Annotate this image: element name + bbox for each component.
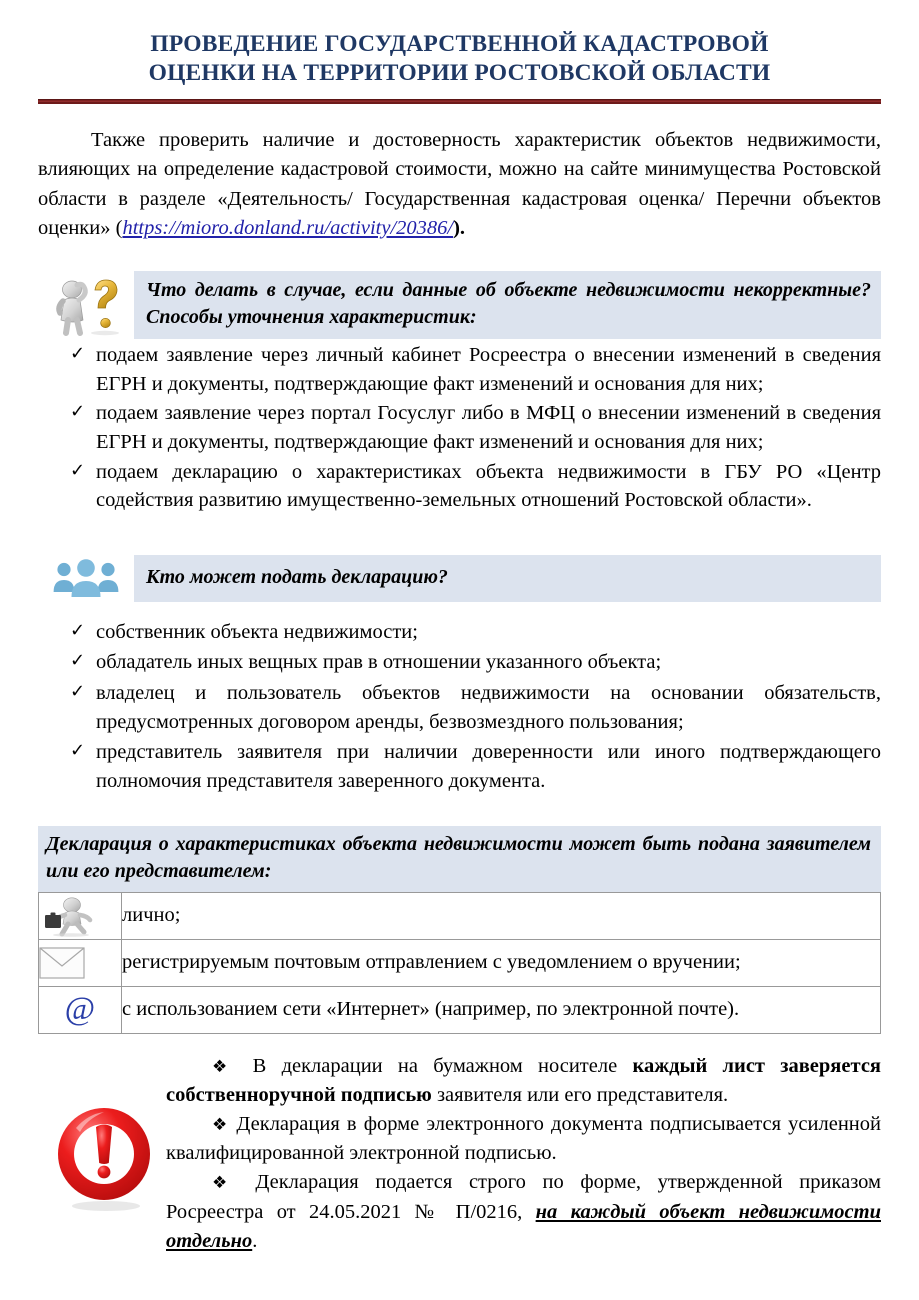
list-item-label: представитель заявителя при наличии доверенности или иного подтверждающего полномочия представителя заверенного документа. [96, 741, 881, 793]
important-notes-text [166, 1052, 881, 1256]
list-item [38, 648, 881, 677]
table-cell-text: регистрируемым почтовым отправлением с уведомлением о вручении; [122, 939, 881, 986]
check-icon: ✓ [70, 650, 86, 672]
check-icon: ✓ [70, 681, 86, 703]
diamond-bullet-icon: ❖ [212, 1173, 239, 1194]
list-item-label: собственник объекта недвижимости; [96, 620, 418, 643]
at-sign-glyph: @ [64, 991, 96, 1028]
title-divider [38, 98, 881, 105]
note-text-part: В декларации на бумажном носителе [252, 1054, 633, 1077]
envelope-icon [39, 939, 122, 986]
red-exclamation-icon [50, 1102, 162, 1214]
check-icon: ✓ [70, 342, 86, 364]
note-text-part: заявителя или его представителя. [431, 1084, 729, 1107]
note-paragraph [166, 1052, 881, 1110]
callout-incorrect-data [38, 271, 881, 339]
list-item [38, 341, 881, 398]
diamond-bullet-icon: ❖ [212, 1056, 238, 1077]
at-sign-icon [39, 986, 122, 1033]
check-icon: ✓ [70, 740, 86, 762]
table-row [39, 892, 881, 939]
check-icon: ✓ [70, 459, 86, 481]
mioro-activity-link[interactable]: https://mioro.donland.ru/activity/20386/ [122, 216, 454, 239]
list-item [38, 618, 881, 647]
check-icon: ✓ [70, 401, 86, 423]
note-paragraph [166, 1168, 881, 1255]
list-item-label: подаем заявление через личный кабинет Росреестра о внесении изменений в сведения ЕГРН и документы, подтверждающие факт изменений и основания для них; [96, 343, 881, 395]
list-item-label: подаем заявление через портал Госуслуг либо в МФЦ о внесении изменений в сведения ЕГРН и документы, подтверждающие факт изменений и основания для них; [96, 402, 881, 453]
declaration-submission-table [38, 892, 881, 1034]
person-with-briefcase-icon [39, 892, 122, 939]
list-item [38, 679, 881, 736]
note-text-part: Декларация в форме электронного документа подписывается усиленной квалифицированной электронной подписью. [166, 1113, 881, 1165]
table-row [39, 939, 881, 986]
note-text-part: . [252, 1229, 258, 1252]
callout-incorrect-data-heading: Что делать в случае, если данные об объекте недвижимости некорректные? Способы уточнения характеристик: [134, 271, 881, 339]
list-item [38, 738, 881, 795]
table-row [39, 986, 881, 1033]
table-cell-text: с использованием сети «Интернет» (например, по электронной почте). [122, 986, 881, 1033]
check-icon: ✓ [70, 619, 86, 641]
incorrect-data-list [38, 341, 881, 515]
list-item [38, 458, 881, 515]
table-cell-text: лично; [122, 892, 881, 939]
callout-who-can-submit [38, 555, 881, 602]
page-title: ПРОВЕДЕНИЕ ГОСУДАРСТВЕННОЙ КАДАСТРОВОЙ ОЦЕНКИ НА ТЕРРИТОРИИ РОСТОВСКОЙ ОБЛАСТИ [148, 31, 771, 86]
list-item-label: обладатель иных вещных прав в отношении указанного объекта; [96, 651, 662, 674]
note-text-bold: каждый лист заверяется собственноручной подписью [166, 1054, 882, 1107]
diamond-bullet-icon: ❖ [212, 1115, 230, 1136]
intro-paragraph [38, 126, 881, 242]
list-item-label: подаем декларацию о характеристиках объекта недвижимости в ГБУ РО «Центр содействия развитию имущественно-земельных отношений Ростовской области». [96, 460, 881, 512]
declaration-submission-table-block [38, 826, 881, 1034]
note-paragraph [166, 1110, 881, 1168]
list-item [38, 399, 881, 456]
intro-text-after-link: ). [453, 216, 466, 239]
question-mark-person-icon [38, 271, 134, 339]
declaration-table-header: Декларация о характеристиках объекта недвижимости может быть подана заявителем или его представителем: [38, 826, 881, 892]
people-group-icon [38, 555, 134, 602]
who-can-submit-list [38, 618, 881, 796]
callout-who-can-submit-heading: Кто может подать декларацию? [134, 555, 881, 602]
note-text-part: Декларация подается строго по форме, утвержденной приказом Росреестра от 24.05.2021 № П/0216, [166, 1171, 882, 1223]
important-notes-block [38, 1052, 881, 1256]
intro-text-before-link: Также проверить наличие и достоверность характеристик объектов недвижимости, влияющих на определение кадастровой стоимости, можно на сайте минимущества Ростовской области в разделе «Деятельность/ Государственная кадастровая оценка/ Перечни объектов оценки» ( [38, 129, 881, 239]
list-item-label: владелец и пользователь объектов недвижимости на основании обязательств, предусмотренных договором аренды, безвозмездного пользования; [96, 682, 881, 733]
note-text-emphasis: на каждый объект недвижимости отдельно [166, 1200, 881, 1252]
